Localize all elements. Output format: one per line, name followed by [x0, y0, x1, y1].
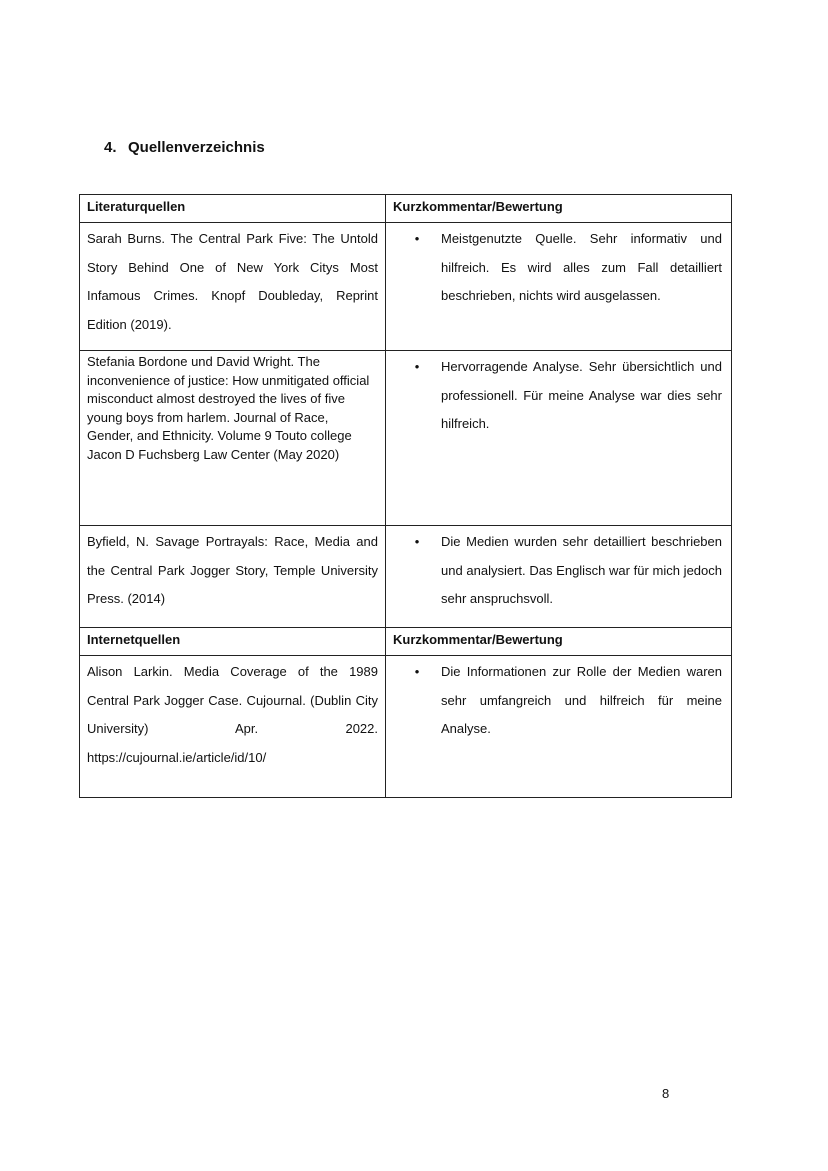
header-comment: Kurzkommentar/Bewertung [386, 195, 732, 223]
comment-text: Hervorragende Analyse. Sehr übersichtlich und professionell. Für meine Analyse war dies sehr hilfreich. [441, 359, 722, 431]
comment-cell [386, 223, 732, 351]
section-heading [104, 139, 265, 156]
source-cell [80, 656, 386, 798]
page-number: 8 [662, 1086, 670, 1101]
section-title: Quellenverzeichnis [128, 139, 265, 156]
table-row [80, 351, 732, 526]
source-url[interactable]: https://cujournal.ie/article/id/10/ [87, 749, 267, 765]
bullet-icon: • [414, 359, 420, 374]
bullet-icon: • [414, 664, 420, 679]
comment-text: Die Informationen zur Rolle der Medien waren sehr umfangreich und hilfreich für meine Analyse. [441, 664, 722, 736]
source-cell: Stefania Bordone und David Wright. The inconvenience of justice: How unmitigated official misconduct almost destroyed the lives of five young boys from harlem. Journal of Race, Gender, and Ethnicity. Volume 9 Touto college Jacon D Fuchsberg Law Center (May 2020) [80, 351, 386, 526]
table-row [80, 526, 732, 628]
section-number: 4. [104, 139, 117, 156]
header-literature: Literaturquellen [80, 195, 386, 223]
comment-cell [386, 656, 732, 798]
bullet-icon: • [414, 231, 420, 246]
comment-cell [386, 351, 732, 526]
sources-table [79, 194, 732, 798]
table-row [80, 656, 732, 798]
table-row [80, 223, 732, 351]
header-internet: Internetquellen [80, 628, 386, 656]
source-text: Alison Larkin. Media Coverage of the 1989 Central Park Jogger Case. Cujournal. (Dublin City University) Apr. 2022. [87, 664, 378, 736]
source-cell: Byfield, N. Savage Portrayals: Race, Media and the Central Park Jogger Story, Temple University Press. (2014) [80, 526, 386, 628]
table-header-row [80, 195, 732, 223]
comment-cell [386, 526, 732, 628]
comment-text: Die Medien wurden sehr detailliert beschrieben und analysiert. Das Englisch war für mich jedoch sehr anspruchsvoll. [441, 534, 722, 606]
header-comment: Kurzkommentar/Bewertung [386, 628, 732, 656]
comment-text: Meistgenutzte Quelle. Sehr informativ und hilfreich. Es wird alles zum Fall detailliert beschrieben, nichts wird ausgelassen. [441, 231, 722, 303]
table-header-row [80, 628, 732, 656]
source-cell: Sarah Burns. The Central Park Five: The Untold Story Behind One of New York Citys Most Infamous Crimes. Knopf Doubleday, Reprint Edition (2019). [80, 223, 386, 351]
bullet-icon: • [414, 534, 420, 549]
